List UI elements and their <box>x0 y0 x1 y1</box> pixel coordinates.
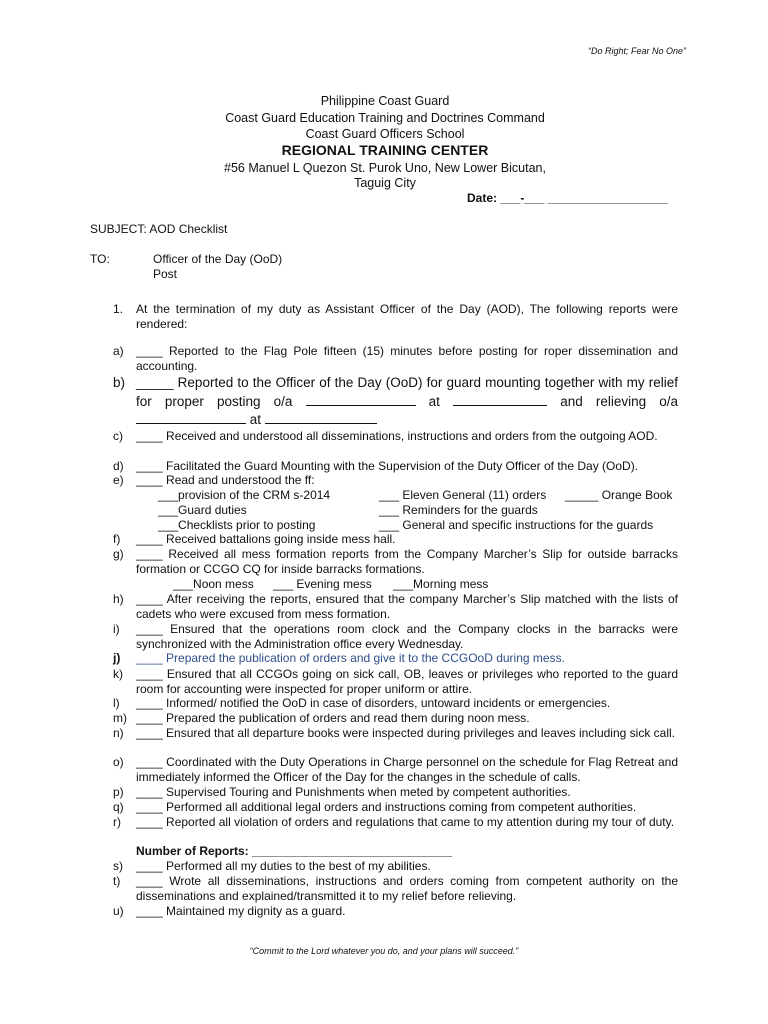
header-line-3: Coast Guard Officers School <box>305 127 465 141</box>
item-label: c) <box>113 429 123 443</box>
item-text: ____ Received and understood all disseminations, instructions and orders from the outgoing AOD. <box>136 429 658 443</box>
list-item <box>113 726 678 741</box>
to-post: Post <box>153 267 178 281</box>
item-text: At the termination of my duty as Assistant Officer of the Day (AOD), The following reports were rendered: <box>136 302 678 331</box>
item-label: b) <box>113 375 126 390</box>
item-text: ____ Coordinated with the Duty Operations in Charge personnel on the schedule for Flag Retreat and immediately informed the Officer of the Day for the changes in the schedule of calls. <box>136 755 678 784</box>
list-item <box>113 547 678 576</box>
list-item <box>113 785 678 800</box>
date-field: Date: ___-___ __________________ <box>467 191 668 205</box>
item-text: ____ Facilitated the Guard Mounting with the Supervision of the Duty Officer of the Day (OoD). <box>136 459 639 473</box>
to-recipient: Officer of the Day (OoD) <box>153 252 283 266</box>
number-of-reports <box>113 844 678 859</box>
read-option: _____ Orange Book <box>565 488 673 502</box>
item-text: ____ Maintained my dignity as a guard. <box>136 904 346 918</box>
blank-line[interactable] <box>453 394 547 406</box>
item-text: ____ Received battalions going inside mess hall. <box>136 532 396 546</box>
header-address: #56 Manuel L Quezon St. Purok Uno, New Lower Bicutan, <box>224 161 546 175</box>
item-label: f) <box>113 532 121 546</box>
item-label: u) <box>113 904 124 918</box>
item-label: g) <box>113 547 124 561</box>
item-text: ____ Prepared the publication of orders and read them during noon mess. <box>136 711 530 725</box>
list-item <box>113 711 678 726</box>
item-label: 1. <box>113 302 124 316</box>
item-label: q) <box>113 800 124 814</box>
item-label: e) <box>113 473 124 487</box>
blank-line[interactable] <box>265 412 377 424</box>
item-label: r) <box>113 815 121 829</box>
list-item <box>113 592 678 621</box>
list-item <box>113 904 678 919</box>
item-label: o) <box>113 755 124 769</box>
item-label: k) <box>113 667 123 681</box>
item-text: ____ Informed/ notified the OoD in case of disorders, untoward incidents or emergencies. <box>136 696 611 710</box>
list-item <box>113 302 678 331</box>
item-text: ____ Ensured that all departure books were inspected during privileges and leaves including sick call. <box>136 726 675 740</box>
list-item <box>113 815 678 830</box>
item-label: l) <box>113 696 120 710</box>
item-text: ____ Performed all my duties to the best of my abilities. <box>136 859 431 873</box>
list-item <box>113 800 678 815</box>
mess-option: ___Morning mess <box>393 577 489 591</box>
item-label: i) <box>113 622 120 636</box>
mess-option: ___ Evening mess <box>273 577 372 591</box>
list-item <box>113 622 678 651</box>
item-text: ____ After receiving the reports, ensured that the company Marcher’s Slip matched with the lists of cadets who were excused from mess formation. <box>136 592 678 621</box>
header-city: Taguig City <box>354 176 416 190</box>
read-option: ___ Eleven General (11) orders <box>379 488 547 502</box>
item-text: ____ Reported to the Flag Pole fifteen (15) minutes before posting for roper dissemination and accounting. <box>136 344 678 373</box>
mess-option: ___Noon mess <box>173 577 254 591</box>
item-label: m) <box>113 711 127 725</box>
item-text: ____ Received all mess formation reports from the Company Marcher’s Slip for outside barracks formation or CCGO CQ for inside barracks formations. <box>136 547 678 576</box>
list-item <box>113 429 678 444</box>
item-label: n) <box>113 726 124 740</box>
to-label: TO: <box>90 252 110 266</box>
read-option: ___Checklists prior to posting <box>158 518 316 532</box>
header-line-2: Coast Guard Education Training and Doctrines Command <box>225 111 545 125</box>
item-text: ____ Performed all additional legal orders and instructions coming from competent authorities. <box>136 800 637 814</box>
list-item <box>113 532 678 547</box>
item-label: p) <box>113 785 124 799</box>
header-line-1: Philippine Coast Guard <box>320 94 450 108</box>
item-text: ____ Ensured that all CCGOs going on sick call, OB, leaves or privileges who reported to the guard room for accounting were inspected for proper uniform or attire. <box>136 667 678 696</box>
footer-quote: “Commit to the Lord whatever you do, and your plans will succeed.” <box>249 946 519 956</box>
blank-line[interactable] <box>136 412 246 424</box>
read-option: ___ General and specific instructions for the guards <box>379 518 654 532</box>
read-option: ___ Reminders for the guards <box>379 503 538 517</box>
item-text: ____ Supervised Touring and Punishments when meted by competent authorities. <box>136 785 571 799</box>
item-text: ____ Ensured that the operations room clock and the Company clocks in the barracks were synchronized with the Administration office every Wednesday. <box>136 622 678 651</box>
item-label: j) <box>113 651 121 665</box>
motto: “Do Right; Fear No One” <box>587 46 686 56</box>
item-text: ____ Reported all violation of orders and regulations that came to my attention during my tour of duty. <box>136 815 675 829</box>
list-item <box>113 459 678 474</box>
blank-line[interactable] <box>306 394 416 406</box>
list-item <box>113 859 678 874</box>
item-text: Number of Reports: ______________________________ <box>136 844 453 858</box>
list-item <box>113 473 678 488</box>
item-text: ____ Wrote all disseminations, instructions and orders coming from competent authority on the disseminations and explained/transmitted it to my relief before relieving. <box>136 874 678 903</box>
item-label: t) <box>113 874 121 888</box>
list-item <box>113 755 678 784</box>
list-item <box>113 374 678 430</box>
item-label: s) <box>113 859 123 873</box>
item-label: d) <box>113 459 124 473</box>
read-option: ___provision of the CRM s-2014 <box>158 488 331 502</box>
subject-line: SUBJECT: AOD Checklist <box>90 222 228 236</box>
read-option: ___Guard duties <box>158 503 247 517</box>
list-item <box>113 651 678 666</box>
header-title: REGIONAL TRAINING CENTER <box>281 142 489 158</box>
item-text: ____ Prepared the publication of orders and give it to the CCGOoD during mess. <box>136 651 565 665</box>
item-label: a) <box>113 344 124 358</box>
item-text: _____ Reported to the Officer of the Day (OoD) for guard mounting together with my relief for proper posting o/a at and relieving o/a at <box>136 375 678 427</box>
list-item <box>113 344 678 373</box>
list-item <box>113 667 678 696</box>
list-item <box>113 696 678 711</box>
item-text: ____ Read and understood the ff: <box>136 473 315 487</box>
item-label: h) <box>113 592 124 606</box>
list-item <box>113 874 678 903</box>
